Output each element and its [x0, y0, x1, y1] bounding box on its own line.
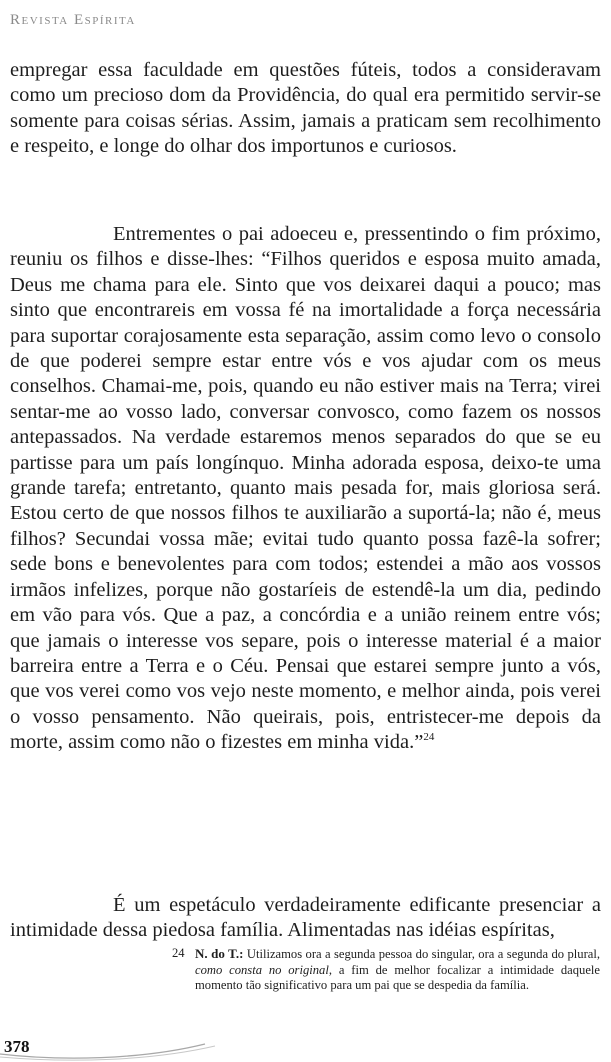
paragraph-1 [10, 58, 601, 160]
paragraph-2 [10, 222, 601, 756]
paragraph-3 [10, 893, 601, 944]
footnote-text-start: Utilizamos ora a segunda pessoa do singular, ora a segunda do plural, [243, 947, 600, 961]
paragraph-3-text: É um espetáculo verdadeiramente edificante presenciar a intimidade dessa piedosa família. Alimentadas nas idéias espíritas, [10, 894, 601, 942]
page-corner-swoosh-icon [0, 1030, 260, 1062]
footnote-text-end: , a fim de melhor focalizar a intimidade daquele momento tão significativo para um pai que se despedia da família. [195, 962, 600, 992]
footnote-label: N. do T.: [195, 946, 244, 961]
footnote-number: 24 [172, 946, 185, 960]
paragraph-2-text: Entrementes o pai adoeceu e, pressentindo o fim próximo, reuniu os filhos e disse-lhes: “Filhos queridos e esposa muito amada, Deus me chama para ele. Sinto que vos deixarei daqui a pouco; mas sinto que encontrareis em vossa fé na imortalidade a força necessária para suportar corajosamente esta separação, assim como levo o consolo de que poderei sempre estar entre vós e vos ajudar com os meus conselhos. Chamai-me, pois, quando eu não estiver mais na Terra; virei sentar-me ao vosso lado, conversar convosco, como fazem os nossos antepassados. Na verdade estaremos menos separados do que se eu partisse para um país longínquo. Minha adorada esposa, deixo-te uma grande tarefa; entretanto, quanto mais pesada for, mais gloriosa será. Estou certo de que nossos filhos te auxiliarão a suportá-la; não é, meus filhos? Secundai vossa mãe; evitai tudo quanto possa fazê-la sofrer; sede bons e benevolentes para com todos; estendei a mão aos vossos irmãos infelizes, porque não gostaríeis de estendê-la um dia, pedindo em vão para vós. Que a paz, a concórdia e a união reinem entre vós; que jamais o interesse vos separe, pois o interesse material é a maior barreira entre a Terra e o Céu. Pensai que estarei sempre junto a vós, que vos verei como vos vejo neste momento, e melhor ainda, pois verei o vosso pensamento. Não queirais, pois, entristecer-me depois da morte, assim como não o fizestes em minha vida.” [10, 223, 601, 754]
page-number: 378 [4, 1037, 30, 1056]
footnote-italic: como consta no original [195, 962, 329, 977]
footnote-reference[interactable]: 24 [423, 731, 435, 744]
running-head: Revista Espírita [10, 12, 136, 28]
footnote [172, 946, 600, 994]
footnote-body [172, 946, 600, 994]
paragraph-1-text: empregar essa faculdade em questões fúteis, todos a consideravam como um precioso dom da Providência, do qual era permitido servir-se somente para coisas sérias. Assim, jamais a praticam sem recolhimento e respeito, e longe do olhar dos importunos e curiosos. [10, 59, 601, 158]
